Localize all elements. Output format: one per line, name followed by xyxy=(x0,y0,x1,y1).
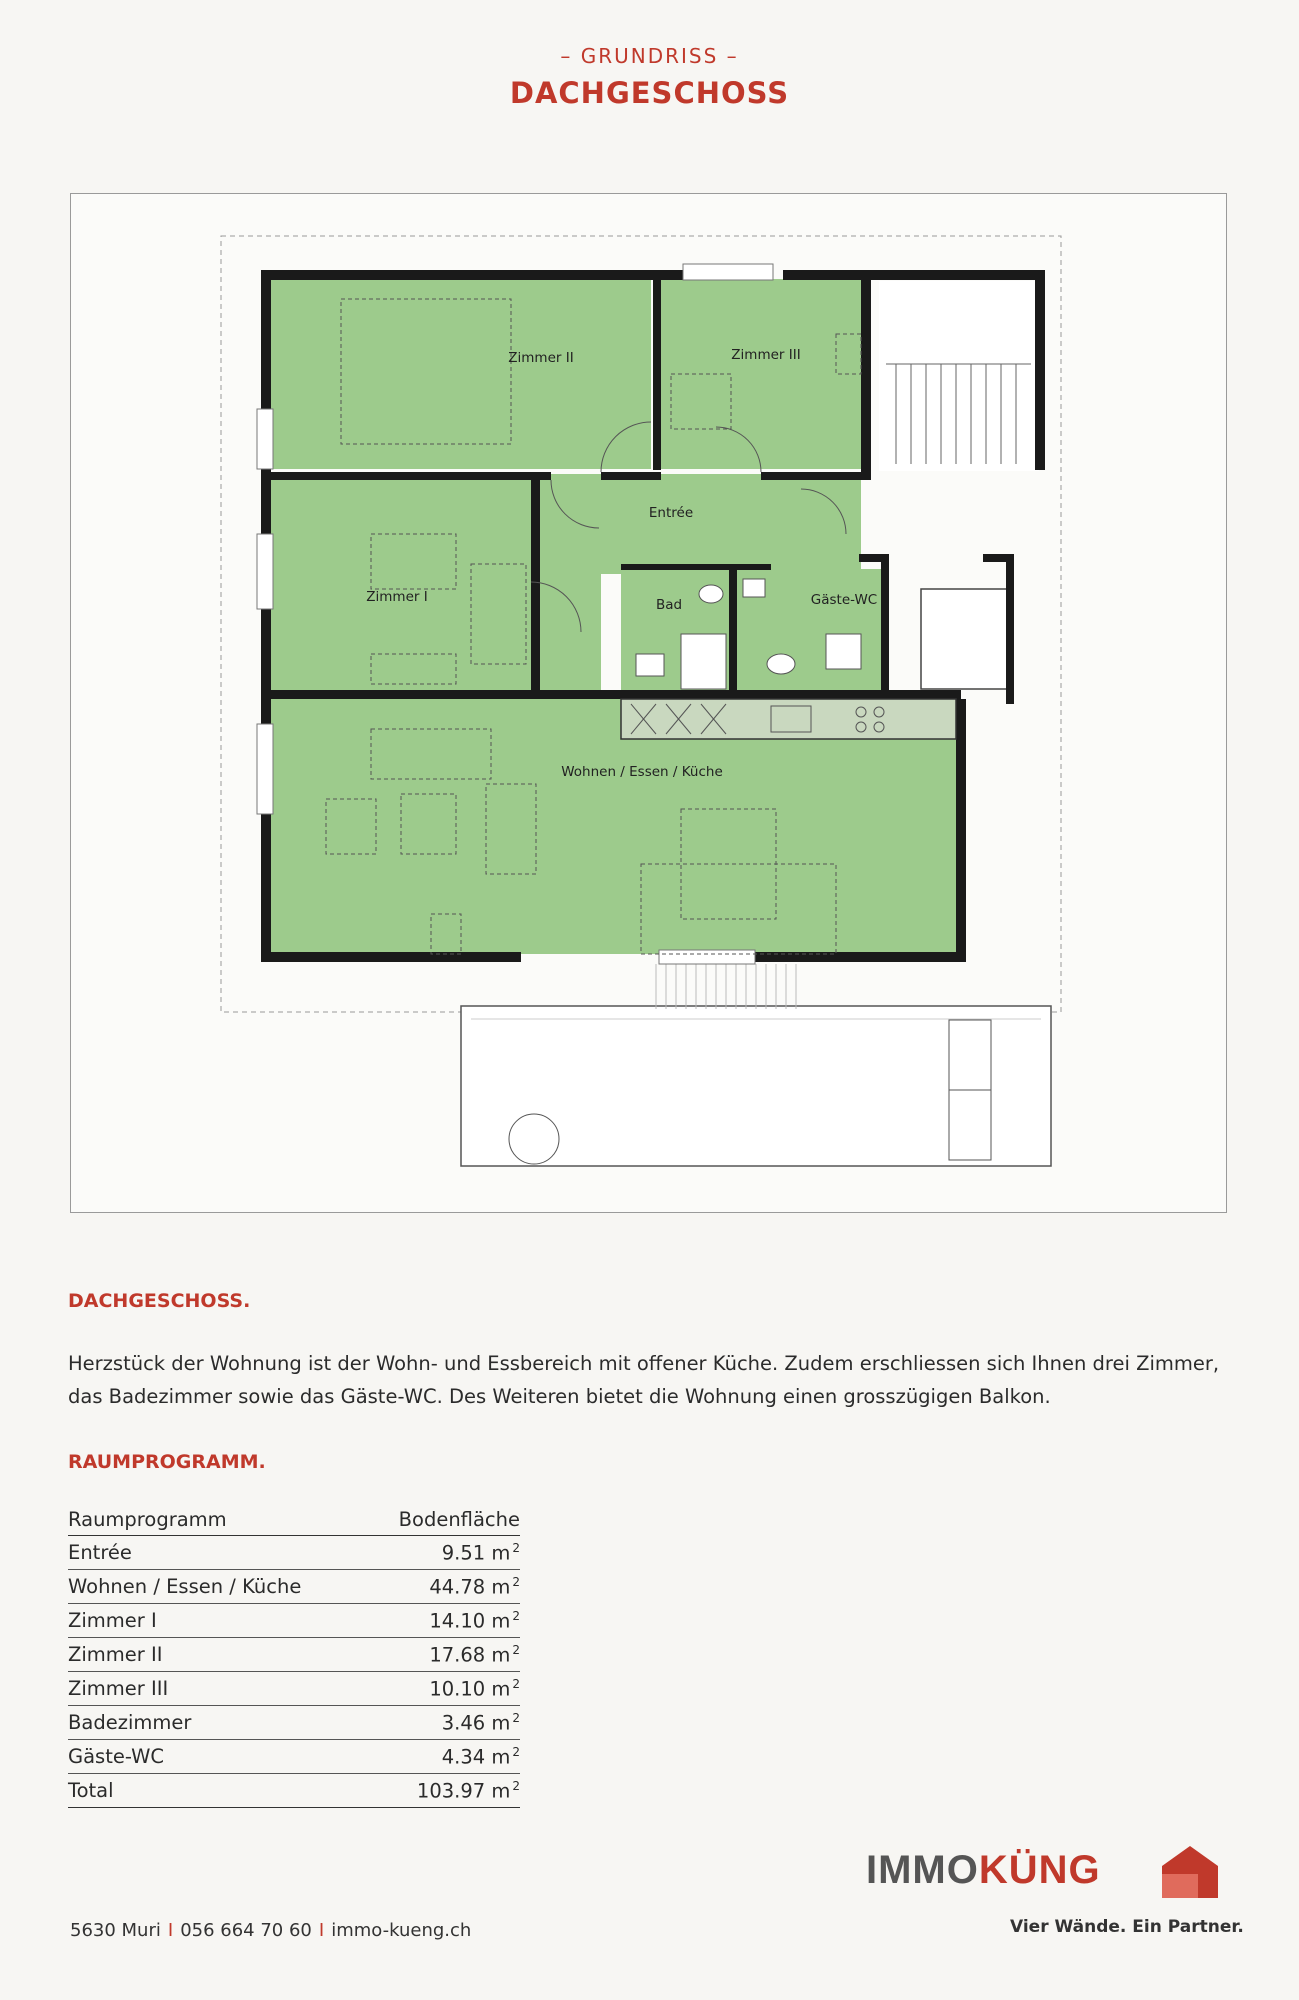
footer-separator: I xyxy=(318,1920,325,1941)
table-row-total xyxy=(68,1774,520,1808)
table-header-row xyxy=(68,1505,520,1536)
room-zimmer-2 xyxy=(271,279,651,469)
table-row xyxy=(68,1672,520,1706)
label-zimmer-3: Zimmer III xyxy=(731,347,801,363)
balcony xyxy=(461,964,1051,1166)
company-slogan: Vier Wände. Ein Partner. xyxy=(1010,1917,1244,1937)
column-header-area: Bodenfläche xyxy=(365,1505,520,1536)
label-gaeste-wc: Gäste-WC xyxy=(810,592,878,608)
floor-plan-drawing xyxy=(71,194,1226,1212)
label-zimmer-1: Zimmer I xyxy=(366,589,428,605)
footer-city: 5630 Muri xyxy=(70,1920,161,1941)
kitchen-counter xyxy=(621,699,956,739)
room-program-table xyxy=(68,1505,520,1808)
logo-text-kueng: KÜNG xyxy=(978,1848,1101,1892)
table-row xyxy=(68,1604,520,1638)
footer-phone: 056 664 70 60 xyxy=(180,1920,312,1941)
room-entree xyxy=(541,474,861,574)
house-logo-icon xyxy=(1160,1844,1220,1900)
room-name: Total xyxy=(68,1774,365,1808)
room-area: 10.10 m $^2$ xyxy=(365,1672,520,1706)
page-header xyxy=(0,44,1299,110)
company-logo xyxy=(866,1848,1101,1893)
label-zimmer-2: Zimmer II xyxy=(508,350,574,366)
section-heading-raumprogramm: RAUMPROGRAMM. xyxy=(68,1451,266,1473)
label-bad: Bad xyxy=(655,597,683,613)
room-name: Zimmer III xyxy=(68,1672,365,1706)
room-area: 17.68 m $^2$ xyxy=(365,1638,520,1672)
room-area: 3.46 m $^2$ xyxy=(365,1706,520,1740)
table-row xyxy=(68,1536,520,1570)
room-area: 9.51 m $^2$ xyxy=(365,1536,520,1570)
room-name: Zimmer I xyxy=(68,1604,365,1638)
table-row xyxy=(68,1740,520,1774)
label-entree: Entrée xyxy=(648,505,694,521)
room-area: 14.10 m $^2$ xyxy=(365,1604,520,1638)
footer-website: immo-kueng.ch xyxy=(331,1920,472,1941)
staircase xyxy=(879,281,1039,689)
room-name: Badezimmer xyxy=(68,1706,365,1740)
room-name: Gäste-WC xyxy=(68,1740,365,1774)
room-areas xyxy=(271,279,961,954)
room-area: 4.34 m $^2$ xyxy=(365,1740,520,1774)
room-name: Entrée xyxy=(68,1536,365,1570)
floor-plan xyxy=(70,193,1227,1213)
section-heading-dachgeschoss: DACHGESCHOSS. xyxy=(68,1290,251,1312)
room-zimmer-3 xyxy=(661,279,861,469)
footer-separator: I xyxy=(167,1920,174,1941)
table-row xyxy=(68,1638,520,1672)
room-name: Wohnen / Essen / Küche xyxy=(68,1570,365,1604)
room-name: Zimmer II xyxy=(68,1638,365,1672)
label-wohnen: Wohnen / Essen / Küche xyxy=(561,764,723,780)
header-kicker: – GRUNDRISS – xyxy=(560,44,739,68)
footer-contact xyxy=(70,1920,471,1941)
room-area: 103.97 m $^2$ xyxy=(365,1774,520,1808)
table-row xyxy=(68,1706,520,1740)
page-title: DACHGESCHOSS xyxy=(509,76,790,110)
table-row xyxy=(68,1570,520,1604)
column-header-room: Raumprogramm xyxy=(68,1505,365,1536)
room-area: 44.78 m $^2$ xyxy=(365,1570,520,1604)
logo-text-immo: IMMO xyxy=(866,1848,979,1892)
description-text: Herzstück der Wohnung ist der Wohn- und Essbereich mit offener Küche. Zudem erschliessen sich Ihnen drei Zimmer, das Badezimmer sowie das Gäste-WC. Des Weiteren bietet die Wohnung einen grosszügigen Balkon. xyxy=(68,1352,1220,1408)
